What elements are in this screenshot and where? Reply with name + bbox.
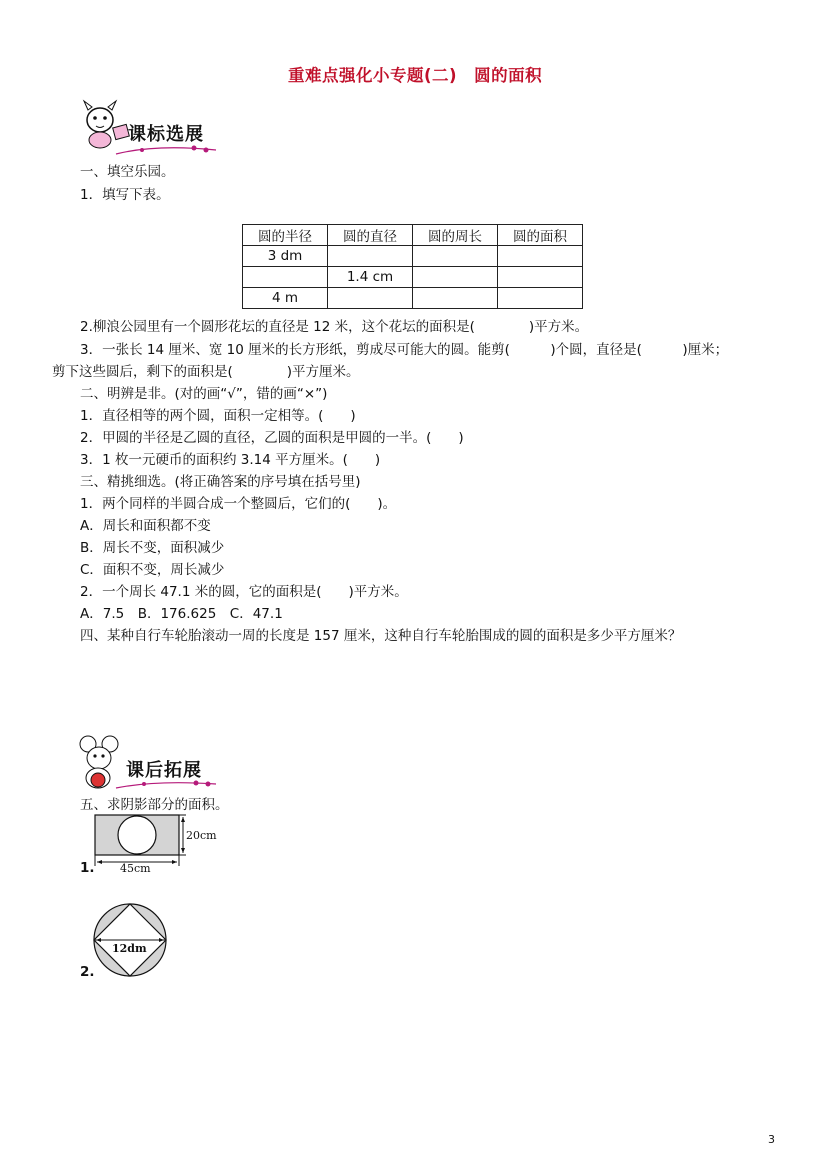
figure-2-diameter-label: 12dm [112,942,147,955]
section-1-heading: 一、填空乐园。 [80,164,175,180]
table-cell: 4 m [243,288,328,309]
figure-1-width-label: 45cm [120,862,151,875]
table-cell [243,267,328,288]
circle-table [242,224,583,309]
page-title: 重难点强化小专题(二) 圆的面积 [288,66,543,85]
s1-question-2: 2.柳浪公园里有一个圆形花坛的直径是 12 米，这个花坛的面积是( )平方米。 [80,319,589,335]
table-header: 圆的半径 [243,225,328,246]
section-4-heading: 四、某种自行车轮胎滚动一周的长度是 157 厘米，这种自行车轮胎围成的圆的面积是多少平方厘米？ [80,628,682,644]
table-cell [413,288,498,309]
table-cell [413,246,498,267]
banner-extension [76,732,226,794]
banner-lesson [76,96,226,158]
s3-question-2: 2．一个周长 47.1 米的圆，它的面积是( )平方米。 [80,584,408,600]
figure-1-rect-circle [90,812,230,876]
figure-2-number: 2. [80,964,95,980]
table-cell [328,288,413,309]
s3-option-c: C．面积不变，周长减少 [80,562,225,578]
figure-2-circle-square [92,902,172,982]
s1-question-3a: 3．一张长 14 厘米、宽 10 厘米的长方形纸，剪成尽可能大的圆。能剪( )个圆，直径是( )厘米； [80,342,729,358]
table-row [243,246,583,267]
s1-question-1: 1．填写下表。 [80,187,170,203]
table-row [243,267,583,288]
table-header: 圆的周长 [413,225,498,246]
s3-options-2: A．7.5 B．176.625 C．47.1 [80,606,283,622]
section-3-heading: 三、精挑细选。(将正确答案的序号填在括号里) [80,474,361,490]
table-header-row [243,225,583,246]
s2-question-1: 1．直径相等的两个圆，面积一定相等。( ) [80,408,356,424]
table-cell: 3 dm [243,246,328,267]
table-header: 圆的面积 [498,225,583,246]
banner-lesson-text: 课标选展 [128,124,204,145]
s3-question-1: 1．两个同样的半圆合成一个整圆后，它们的( )。 [80,496,397,512]
table-cell [413,267,498,288]
table-header: 圆的直径 [328,225,413,246]
s3-option-a: A．周长和面积都不变 [80,518,211,534]
s2-question-3: 3．1 枚一元硬币的面积约 3.14 平方厘米。( ) [80,452,381,468]
table-cell [498,267,583,288]
s3-option-b: B．周长不变，面积减少 [80,540,225,556]
table-cell [498,288,583,309]
section-2-heading: 二、明辨是非。(对的画“√”，错的画“×”) [80,386,328,402]
s1-question-3b: 剪下这些圆后，剩下的面积是( )平方厘米。 [52,364,360,380]
table-cell [498,246,583,267]
page-number: 3 [768,1133,775,1146]
figure-1-number: 1. [80,860,95,876]
section-5-heading: 五、求阴影部分的面积。 [80,797,229,813]
banner-extension-text: 课后拓展 [126,760,202,781]
table-row [243,288,583,309]
table-cell: 1.4 cm [328,267,413,288]
table-cell [328,246,413,267]
figure-1-height-label: 20cm [186,829,217,842]
s2-question-2: 2．甲圆的半径是乙圆的直径，乙圆的面积是甲圆的一半。( ) [80,430,464,446]
